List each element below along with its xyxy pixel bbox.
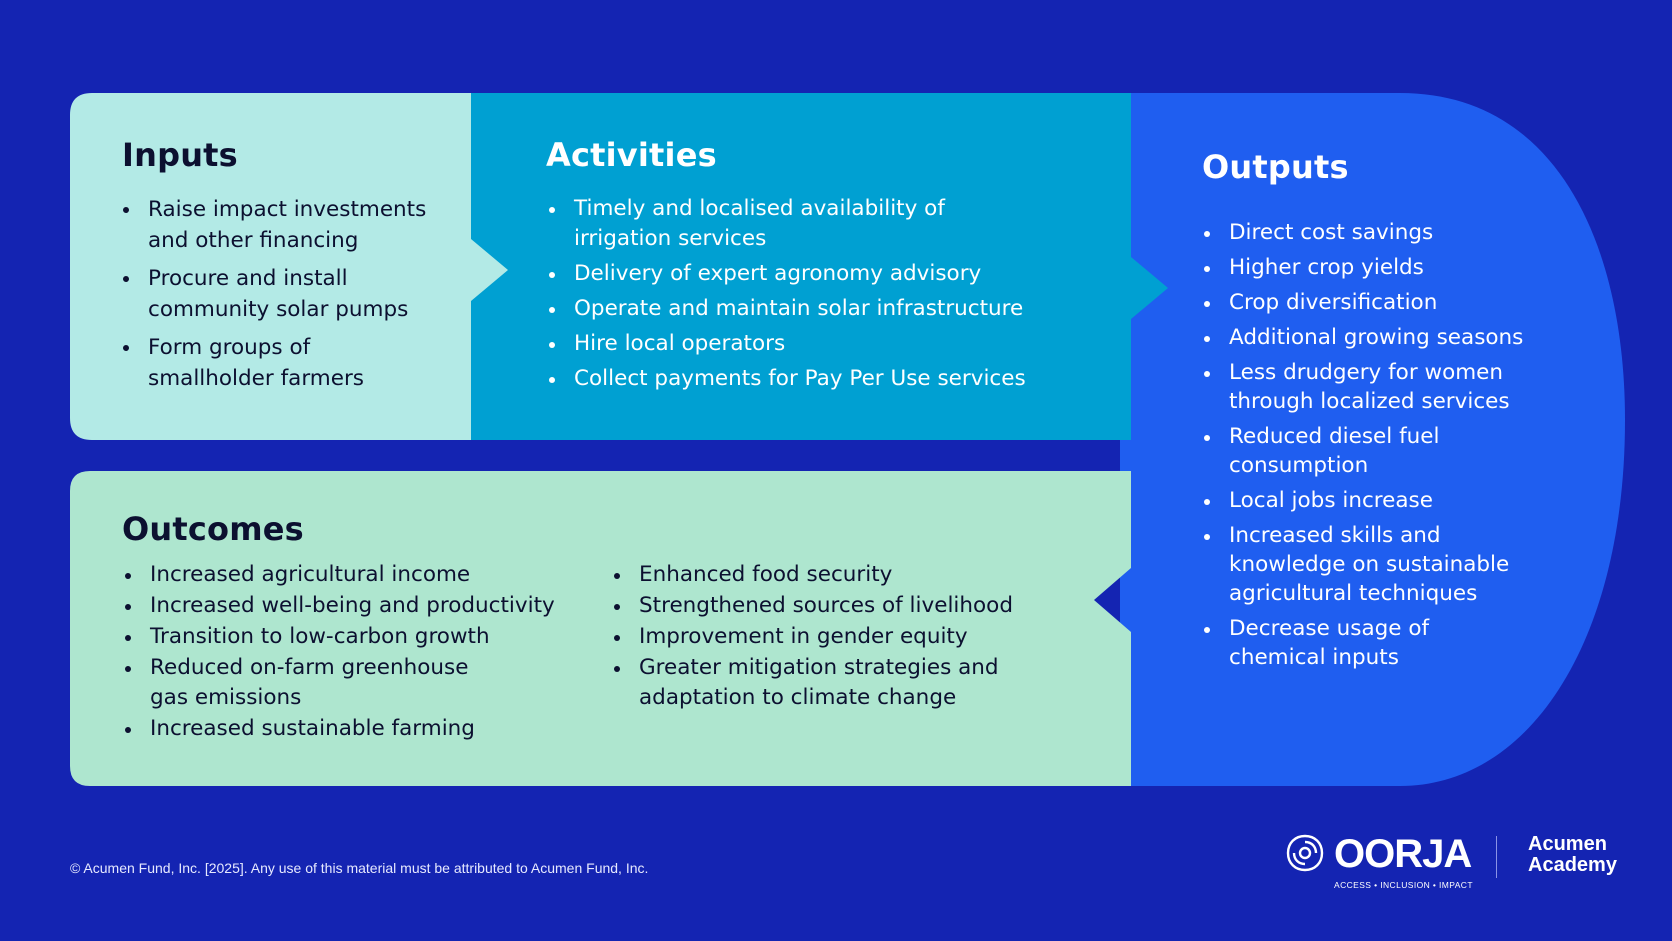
outcomes-list-right [611, 560, 1031, 714]
list-item: Increased agricultural income [122, 560, 562, 590]
list-item: Direct cost savings [1201, 218, 1531, 247]
list-item: Increased skills and knowledge on sustainable agricultural techniques [1201, 521, 1529, 608]
list-item: Enhanced food security [611, 560, 1031, 590]
list-item: Hire local operators [546, 329, 1076, 359]
oorja-swirl-icon [1284, 832, 1326, 874]
list-item: Reduced diesel fuel consumption [1201, 422, 1489, 480]
list-item: Decrease usage of chemical inputs [1201, 614, 1489, 672]
outputs-list [1201, 218, 1531, 678]
list-item: Greater mitigation strategies and adaptation to climate change [611, 653, 1019, 713]
list-item: Transition to low-carbon growth [122, 622, 562, 652]
list-item: Crop diversification [1201, 288, 1531, 317]
list-item: Raise impact investments and other financing [120, 194, 440, 256]
acumen-academy-logo [1528, 834, 1617, 876]
copyright-note: © Acumen Fund, Inc. [2025]. Any use of this material must be attributed to Acumen Fund, Inc. [70, 860, 649, 876]
list-item: Strengthened sources of livelihood [611, 591, 1031, 621]
list-item: Timely and localised availability of irrigation services [546, 194, 974, 254]
list-item: Additional growing seasons [1201, 323, 1531, 352]
activities-list [546, 194, 1076, 399]
list-item: Improvement in gender equity [611, 622, 1031, 652]
list-item: Collect payments for Pay Per Use services [546, 364, 1076, 394]
outcomes-title: Outcomes [122, 510, 304, 548]
inputs-list [120, 194, 440, 401]
acumen-logo-line1: Acumen [1528, 833, 1607, 855]
list-item: Procure and install community solar pumps [120, 263, 440, 325]
list-item: Operate and maintain solar infrastructure [546, 294, 1076, 324]
list-item: Delivery of expert agronomy advisory [546, 259, 1076, 289]
list-item: Local jobs increase [1201, 486, 1531, 515]
list-item: Increased sustainable farming [122, 714, 562, 744]
list-item: Form groups of smallholder farmers [120, 332, 440, 394]
oorja-tagline: ACCESS • INCLUSION • IMPACT [1334, 880, 1473, 890]
list-item: Less drudgery for women through localized services [1201, 358, 1529, 416]
list-item: Higher crop yields [1201, 253, 1531, 282]
outputs-title: Outputs [1202, 148, 1349, 186]
inputs-title: Inputs [122, 136, 238, 174]
activities-title: Activities [546, 136, 717, 174]
list-item: Increased well-being and productivity [122, 591, 562, 621]
acumen-logo-line2: Academy [1528, 854, 1617, 876]
oorja-logo: OORJA [1334, 832, 1472, 876]
list-item: Reduced on-farm greenhouse gas emissions [122, 653, 490, 713]
outcomes-list-left [122, 560, 562, 745]
logo-divider [1496, 836, 1497, 878]
